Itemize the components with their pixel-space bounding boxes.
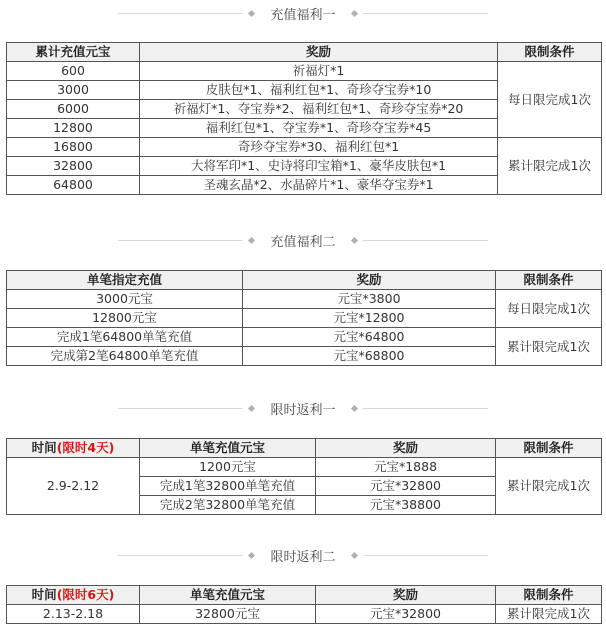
table-row — [7, 62, 602, 81]
diamond-icon — [350, 551, 357, 558]
time-label: 时间 — [31, 587, 57, 602]
header-cell: 累计充值元宝 — [7, 43, 140, 62]
condition-cell: 12800元宝 — [7, 309, 243, 328]
amount-cell: 64800 — [7, 176, 140, 195]
reward-cell: 皮肤包*1、福利红包*1、奇珍夺宝券*10 — [140, 81, 498, 100]
header-cell: 限制条件 — [496, 271, 602, 290]
condition-cell: 32800元宝 — [140, 605, 316, 624]
reward-cell: 奇珍夺宝券*30、福利红包*1 — [140, 138, 498, 157]
divider-line — [363, 408, 488, 409]
table-header-row — [7, 586, 602, 605]
table-row — [7, 605, 602, 624]
reward-cell: 元宝*32800 — [316, 605, 496, 624]
condition-cell: 完成第2笔64800单笔充值 — [7, 347, 243, 366]
amount-cell: 16800 — [7, 138, 140, 157]
table-row — [7, 328, 602, 347]
header-cell: 奖励 — [243, 271, 496, 290]
divider-line — [118, 555, 243, 556]
table-limited-rebate-2 — [6, 585, 602, 624]
table-row — [7, 458, 602, 477]
reward-cell: 元宝*68800 — [243, 347, 496, 366]
reward-cell: 元宝*32800 — [316, 477, 496, 496]
table-row — [7, 138, 602, 157]
reward-cell: 圣魂玄晶*2、水晶碎片*1、豪华夺宝券*1 — [140, 176, 498, 195]
section-title-2 — [0, 230, 606, 250]
time-highlight: (限时4天) — [56, 440, 115, 455]
date-cell: 2.13-2.18 — [7, 605, 140, 624]
table-header-row — [7, 43, 602, 62]
table-row — [7, 290, 602, 309]
header-cell: 奖励 — [140, 43, 498, 62]
divider-line — [363, 555, 488, 556]
condition-cell: 1200元宝 — [140, 458, 316, 477]
header-cell-time — [7, 439, 140, 458]
reward-cell: 祈福灯*1、夺宝券*2、福利红包*1、奇珍夺宝券*20 — [140, 100, 498, 119]
time-highlight: (限时6天) — [56, 587, 115, 602]
limit-cell: 累计限完成1次 — [496, 328, 602, 366]
reward-cell: 福利红包*1、夺宝券*1、奇珍夺宝券*45 — [140, 119, 498, 138]
divider-line — [118, 408, 243, 409]
header-cell: 奖励 — [316, 586, 496, 605]
limit-cell: 每日限完成1次 — [498, 62, 602, 138]
limit-cell: 累计限完成1次 — [498, 138, 602, 195]
condition-cell: 完成2笔32800单笔充值 — [140, 496, 316, 515]
amount-cell: 3000 — [7, 81, 140, 100]
diamond-icon — [248, 9, 255, 16]
section-title-1 — [0, 3, 606, 23]
divider-line — [363, 240, 488, 241]
header-cell-time — [7, 586, 140, 605]
table-header-row — [7, 439, 602, 458]
diamond-icon — [350, 404, 357, 411]
section-title-3 — [0, 398, 606, 418]
condition-cell: 完成1笔32800单笔充值 — [140, 477, 316, 496]
diamond-icon — [248, 551, 255, 558]
divider-line — [363, 13, 488, 14]
amount-cell: 32800 — [7, 157, 140, 176]
amount-cell: 12800 — [7, 119, 140, 138]
limit-cell: 累计限完成1次 — [496, 605, 602, 624]
reward-cell: 祈福灯*1 — [140, 62, 498, 81]
header-cell: 限制条件 — [496, 439, 602, 458]
section-title-text: 充值福利一 — [270, 7, 336, 23]
header-cell: 单笔充值元宝 — [140, 439, 316, 458]
header-cell: 单笔充值元宝 — [140, 586, 316, 605]
diamond-icon — [248, 404, 255, 411]
reward-cell: 元宝*3800 — [243, 290, 496, 309]
diamond-icon — [350, 236, 357, 243]
section-title-text: 限时返利一 — [270, 402, 336, 418]
section-title-4 — [0, 545, 606, 565]
section-title-text: 限时返利二 — [270, 549, 336, 565]
reward-cell: 元宝*12800 — [243, 309, 496, 328]
header-cell: 限制条件 — [498, 43, 602, 62]
header-cell: 奖励 — [316, 439, 496, 458]
condition-cell: 完成1笔64800单笔充值 — [7, 328, 243, 347]
header-cell: 限制条件 — [496, 586, 602, 605]
date-cell: 2.9-2.12 — [7, 458, 140, 515]
section-title-text: 充值福利二 — [270, 234, 336, 250]
header-cell: 单笔指定充值 — [7, 271, 243, 290]
time-label: 时间 — [31, 440, 57, 455]
condition-cell: 3000元宝 — [7, 290, 243, 309]
diamond-icon — [248, 236, 255, 243]
divider-line — [118, 13, 243, 14]
limit-cell: 每日限完成1次 — [496, 290, 602, 328]
amount-cell: 6000 — [7, 100, 140, 119]
table-recharge-benefit-1 — [6, 42, 602, 195]
table-limited-rebate-1 — [6, 438, 602, 515]
limit-cell: 累计限完成1次 — [496, 458, 602, 515]
reward-cell: 元宝*38800 — [316, 496, 496, 515]
reward-cell: 元宝*1888 — [316, 458, 496, 477]
reward-cell: 大将军印*1、史诗将印宝箱*1、豪华皮肤包*1 — [140, 157, 498, 176]
diamond-icon — [350, 9, 357, 16]
amount-cell: 600 — [7, 62, 140, 81]
reward-cell: 元宝*64800 — [243, 328, 496, 347]
table-recharge-benefit-2 — [6, 270, 602, 366]
divider-line — [118, 240, 243, 241]
table-header-row — [7, 271, 602, 290]
